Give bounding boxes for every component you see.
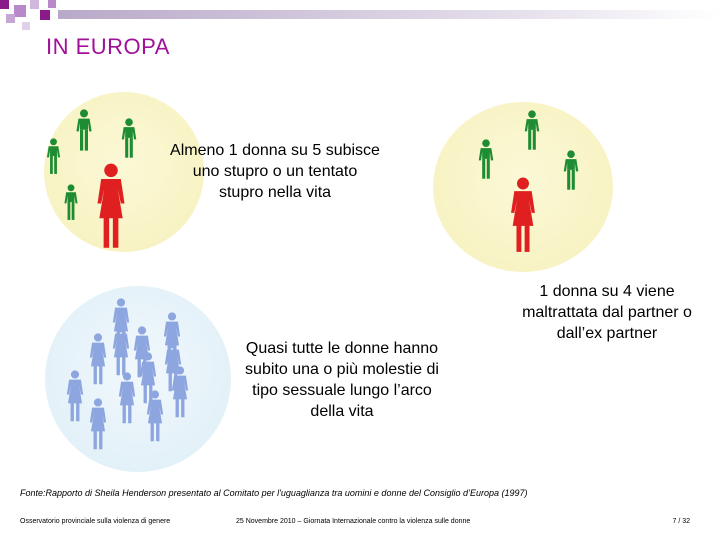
woman-icon-highlight [508, 177, 538, 253]
woman-icon [88, 333, 108, 385]
man-icon [121, 118, 137, 160]
man-icon [64, 184, 78, 222]
source-note: Fonte:Rapporto di Sheila Henderson presentato al Comitato per l'uguaglianza tra uomini e donne del Consiglio d’Europa (1997) [20, 488, 528, 498]
woman-icon-highlight [95, 163, 127, 249]
woman-icon [145, 390, 165, 442]
stat-text-partner-abuse: 1 donna su 4 viene maltrattata dal partner o dall’ex partner [522, 283, 692, 342]
man-icon [46, 138, 61, 176]
man-icon [563, 150, 579, 192]
woman-icon [65, 370, 85, 422]
man-icon [76, 109, 92, 153]
woman-icon [117, 372, 137, 424]
stat-text-harassment: Quasi tutte le donne hanno subito una o più molestie di tipo sessuale lungo l’arco della vita [245, 340, 439, 420]
woman-icon [88, 398, 108, 450]
woman-icon [111, 324, 131, 376]
footer-event: 25 Novembre 2010 – Giornata Internazionale contro la violenza sulle donne [236, 518, 471, 525]
slide-title: IN EUROPA [46, 34, 170, 59]
woman-icon [170, 366, 190, 418]
header-bar [58, 10, 720, 19]
footer-organization: Osservatorio provinciale sulla violenza di genere [20, 518, 171, 525]
man-icon [524, 110, 540, 152]
man-icon [478, 139, 494, 181]
page-number: 7 / 32 [672, 518, 690, 525]
stat-text-rape: Almeno 1 donna su 5 subisce uno stupro o un tentato stupro nella vita [170, 142, 380, 201]
